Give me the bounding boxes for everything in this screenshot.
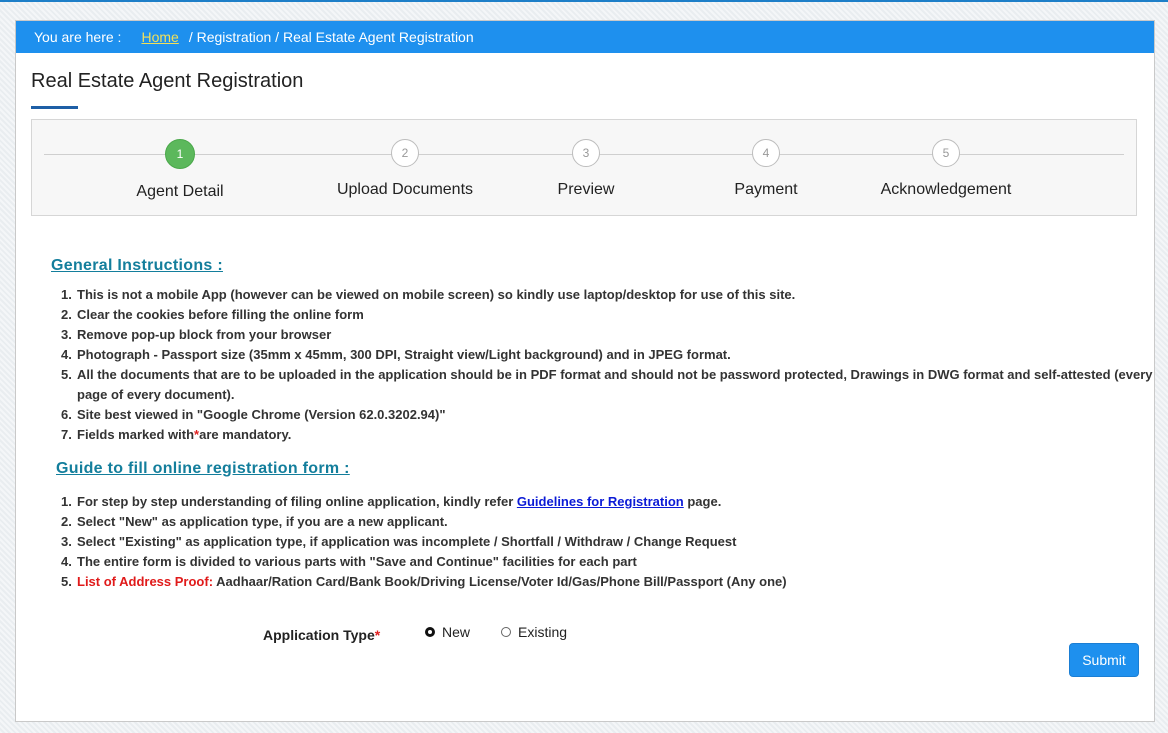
title-underline	[31, 106, 78, 109]
step-agent-detail	[80, 139, 280, 201]
list-item: 5. All the documents that are to be uploaded in the application should be in PDF format and should not be password protected, Drawings in DWG format and self-attested (every page of every document).	[61, 367, 1153, 402]
radio-new-label: New	[442, 624, 471, 640]
step-upload-documents	[305, 139, 505, 199]
radio-existing-dot[interactable]	[501, 627, 511, 637]
breadcrumb	[16, 21, 1154, 53]
radio-existing[interactable]	[501, 624, 567, 640]
step-3-label: Preview	[557, 181, 615, 198]
required-asterisk: *	[194, 427, 200, 442]
step-payment	[666, 139, 866, 199]
page-title: Real Estate Agent Registration	[31, 70, 304, 92]
list-item: 2. Clear the cookies before filling the online form	[61, 307, 364, 322]
step-1-circle: 1	[165, 139, 195, 169]
general-instructions-list	[51, 285, 1154, 445]
radio-new[interactable]	[425, 624, 470, 640]
radio-existing-label: Existing	[518, 624, 568, 640]
address-proof-label: List of Address Proof:	[77, 574, 214, 589]
step-4-label: Payment	[734, 181, 798, 198]
list-item: 4. The entire form is divided to various parts with "Save and Continue" facilities for each part	[61, 554, 637, 569]
step-4-circle: 4	[752, 139, 780, 167]
submit-button[interactable]: Submit	[1069, 643, 1139, 677]
guide-heading: Guide to fill online registration form :	[56, 460, 350, 477]
top-accent-line	[0, 0, 1168, 2]
step-5-circle: 5	[932, 139, 960, 167]
list-item: 4. Photograph - Passport size (35mm x 45mm, 300 DPI, Straight view/Light background) and in JPEG format.	[61, 347, 731, 362]
list-item: 5. List of Address Proof: Aadhaar/Ration Card/Bank Book/Driving License/Voter Id/Gas/Phone Bill/Passport (Any one)	[61, 574, 787, 589]
list-item: 1. This is not a mobile App (however can be viewed on mobile screen) so kindly use laptop/desktop for use of this site.	[61, 287, 796, 302]
application-type-radio-group	[425, 624, 598, 640]
list-item: 6. Site best viewed in "Google Chrome (Version 62.0.3202.94)"	[61, 407, 446, 422]
step-preview	[486, 139, 686, 199]
step-1-label: Agent Detail	[136, 183, 224, 200]
step-acknowledgement	[846, 139, 1046, 199]
list-item: 3. Select "Existing" as application type, if application was incomplete / Shortfall / Withdraw / Change Request	[61, 534, 737, 549]
step-2-circle: 2	[391, 139, 419, 167]
breadcrumb-home-link[interactable]: Home	[141, 29, 179, 45]
guide-list	[51, 492, 1154, 592]
step-3-circle: 3	[572, 139, 600, 167]
instructions-content	[51, 257, 1154, 592]
required-asterisk: *	[374, 627, 381, 643]
registration-panel	[15, 20, 1155, 722]
progress-stepper	[31, 119, 1137, 216]
application-type-label: Application Type*	[263, 627, 381, 643]
breadcrumb-trail: / Registration / Real Estate Agent Registration	[188, 29, 474, 45]
list-item: 7. Fields marked with*are mandatory.	[61, 427, 292, 442]
guidelines-link[interactable]: Guidelines for Registration	[516, 494, 684, 509]
list-item: 2. Select "New" as application type, if you are a new applicant.	[61, 514, 448, 529]
radio-new-dot[interactable]	[425, 627, 435, 637]
step-5-label: Acknowledgement	[880, 181, 1012, 198]
list-item: 1. For step by step understanding of filing online application, kindly refer Guidelines for Registration page.	[61, 494, 722, 509]
step-2-label: Upload Documents	[336, 181, 474, 198]
list-item: 3. Remove pop-up block from your browser	[61, 327, 332, 342]
general-instructions-heading: General Instructions :	[51, 257, 223, 274]
breadcrumb-lead: You are here :	[34, 29, 122, 45]
